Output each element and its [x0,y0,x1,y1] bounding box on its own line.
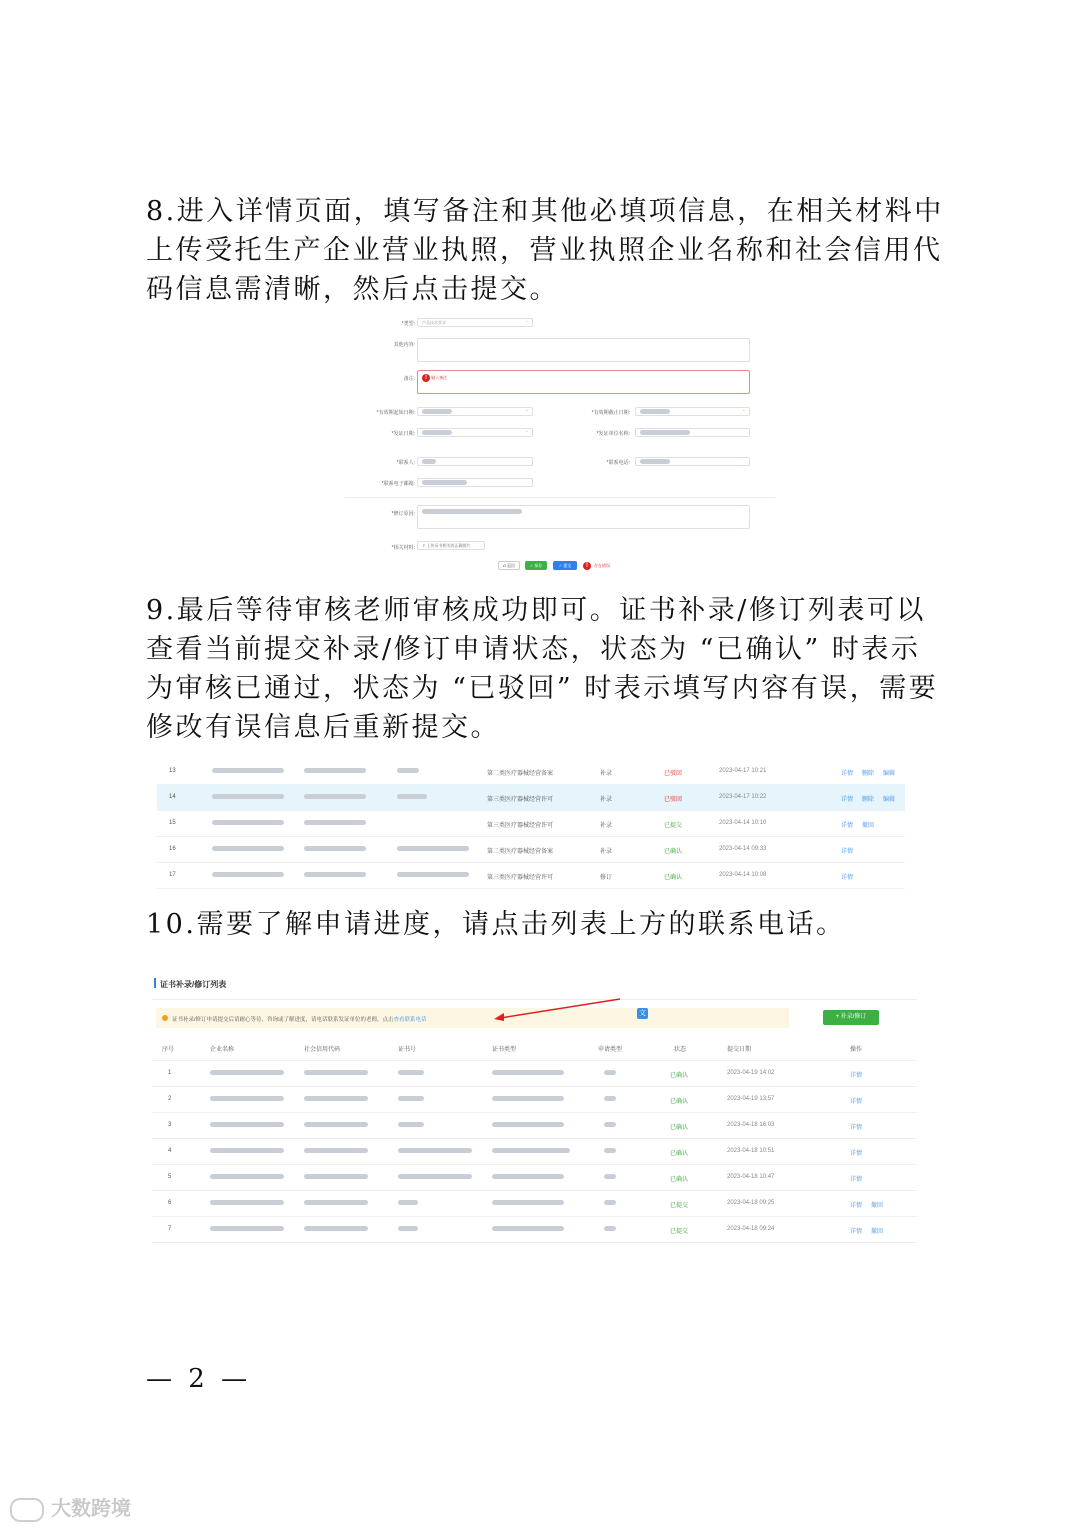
issue-org-label: *发证单位名称: [596,431,630,437]
detail-link[interactable]: 详情 [850,1177,863,1183]
notice-icon [162,1015,168,1021]
table-row: 3 已确认 2023-04-18 16:03 详情 [152,1112,917,1139]
issue-date-select[interactable] [417,428,533,437]
table-row: 17 第三类医疗器械经营许可 修订 已确认 2023-04-14 10:08 详情 [157,862,905,889]
detail-link[interactable]: 详情 [841,771,854,777]
back-button[interactable]: ⎌ 返回 [498,561,520,570]
reason-label: *修订原因: [391,511,415,517]
watermark: 大数跨境 [10,1492,131,1522]
remark-error-text: 输入备注 [431,375,448,381]
table-row: 1 已确认 2023-04-19 14:02 详情 [152,1060,917,1087]
detail-link[interactable]: 详情 [841,849,854,855]
reason-textarea[interactable] [417,505,750,529]
table-row: 13 第二类医疗器械经营备案 补录 已驳回 2023-04-17 10:21 详情 删除 编辑 [157,758,905,785]
issue-date-label: *发证日期: [391,431,415,437]
upload-button[interactable]: ⇪ 上传证书相关的正确图片 [417,541,485,550]
contact-label: *联系人: [396,460,415,466]
step-9-paragraph: 9.最后等待审核老师审核成功即可。证书补录/修订列表可以查看当前提交补录/修订申请状态，状态为 “已确认” 时表示为审核已通过，状态为 “已驳回” 时表示填写内容有误，需要修改有误信息后重新提交。 [146,595,939,743]
detail-link[interactable]: 详情 [850,1229,863,1235]
page-number: — 2 — [146,1364,252,1394]
title-accent-bar [154,978,156,988]
other-label: 其他内容: [393,342,415,348]
issue-org-input[interactable] [635,428,750,437]
save-button[interactable]: ✓ 保存 [525,561,547,570]
watermark-logo-icon [10,1498,44,1522]
remark-textarea[interactable] [417,370,750,394]
valid-start-label: *有效期起始日期: [376,410,415,416]
table-row: 4 已确认 2023-04-18 10:51 详情 [152,1138,917,1165]
detail-link[interactable]: 详情 [841,797,854,803]
error-summary-icon: ! [583,562,591,570]
table-row: 6 已提交 2023-04-18 09:25 详情 撤回 [152,1190,917,1217]
notice-text: 证书补录/修订申请提交后请耐心等待，咨询或了解进度，请电话联系发证单位的老师，点击查看联系电话 [172,1017,427,1023]
form-divider [345,497,775,498]
phone-label: *联系电话: [606,460,630,466]
red-arrow-annotation [492,996,622,1022]
table-row: 2 已确认 2023-04-19 13:57 详情 [152,1086,917,1113]
phone-input[interactable] [635,457,750,466]
detail-link[interactable]: 详情 [850,1073,863,1079]
add-supplement-button[interactable]: + 补录/修订 [823,1010,879,1025]
type-select[interactable]: 产品技术要求 ⌄ [417,318,533,327]
type-label: *类型: [401,321,415,327]
step-10-paragraph: 10.需要了解申请进度，请点击列表上方的联系电话。 [146,909,846,940]
table-row: 14 第三类医疗器械经营许可 补录 已驳回 2023-04-17 10:22 详情 删除 编辑 [157,784,905,811]
email-input[interactable] [417,478,533,487]
list-title: 证书补录/修订列表 [160,980,227,989]
step-8-paragraph: 8.进入详情页面，填写备注和其他必填项信息，在相关材料中上传受托生产企业营业执照，营业执照企业名称和社会信用代码信息需清晰，然后点击提交。 [146,196,944,305]
detail-link[interactable]: 详情 [841,875,854,881]
view-contact-phone-link[interactable]: 查看联系电话 [393,1017,427,1023]
contact-input[interactable] [417,457,533,466]
detail-link[interactable]: 详情 [850,1125,863,1131]
certificate-list-screenshot [152,968,917,1248]
error-summary-text: 存在错误 [594,563,610,568]
detail-link[interactable]: 详情 [850,1099,863,1105]
valid-start-select[interactable] [417,407,533,416]
error-icon: ! [422,374,430,382]
status-table-screenshot [157,758,905,890]
remark-label: 备注: [403,376,415,382]
delete-link[interactable]: 删除 [862,771,875,777]
edit-link[interactable]: 编辑 [883,797,896,803]
detail-link[interactable]: 详情 [850,1151,863,1157]
other-textarea[interactable] [417,338,750,362]
withdraw-link[interactable]: 撤回 [871,1229,884,1235]
translate-icon[interactable]: 文 [639,1010,646,1017]
delete-link[interactable]: 删除 [862,797,875,803]
detail-link[interactable]: 详情 [841,823,854,829]
edit-link[interactable]: 编辑 [883,771,896,777]
table-row: 16 第二类医疗器械经营备案 补录 已确认 2023-04-14 09:33 详情 [157,836,905,863]
email-label: *联系电子邮箱: [381,481,415,487]
withdraw-link[interactable]: 撤回 [862,823,875,829]
material-label: *相关材料: [391,545,415,551]
detail-link[interactable]: 详情 [850,1203,863,1209]
submit-button[interactable]: ✓ 提交 [553,561,577,570]
table-row: 15 第三类医疗器械经营许可 补录 已提交 2023-04-14 10:10 详情 撤回 [157,810,905,837]
detail-form-screenshot [345,312,775,574]
table-row: 7 已提交 2023-04-18 09:24 详情 撤回 [152,1216,917,1243]
valid-end-label: *有效期截止日期: [591,410,630,416]
table-row: 5 已确认 2023-04-18 10:47 详情 [152,1164,917,1191]
withdraw-link[interactable]: 撤回 [871,1203,884,1209]
table-header: 序号 企业名称 社会信用代码 证书号 证书类型 申请类型 状态 提交日期 操作 [152,1034,917,1061]
valid-end-select[interactable] [635,407,750,416]
